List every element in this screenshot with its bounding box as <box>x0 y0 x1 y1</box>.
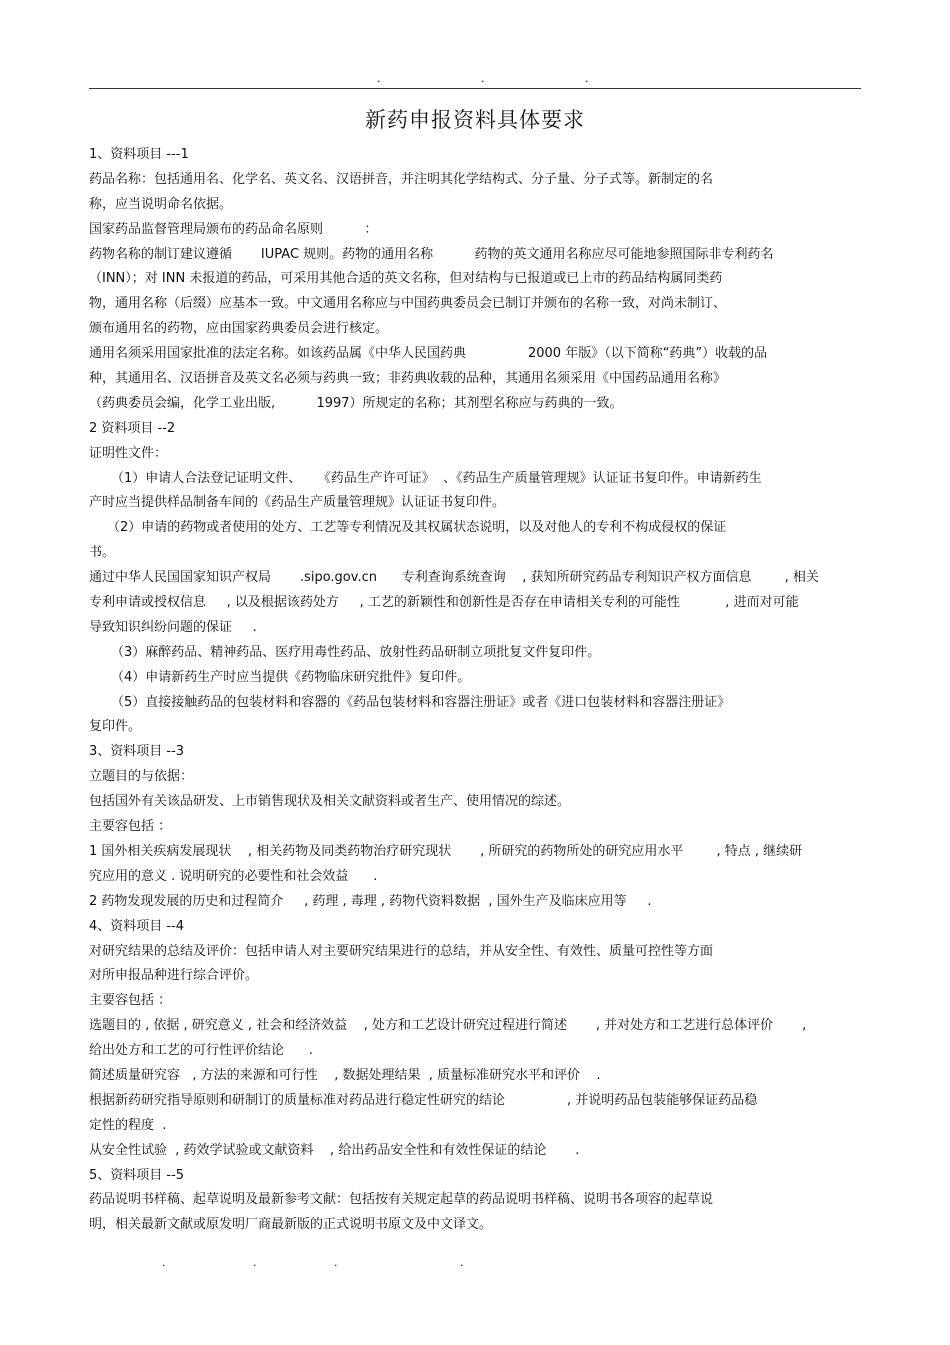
paragraph-line: 通用名须采用国家批准的法定名称。如该药品属《中华人民国药典 2000 年版》（以下简称“药典”）收载的品 <box>89 346 768 362</box>
section-heading: 4、资料项目 --4 <box>89 918 185 934</box>
paragraph-line: 药品名称：包括通用名、化学名、英文名、汉语拼音，并注明其化学结构式、分子量、分子式等。新制定的名 <box>89 171 714 187</box>
footer-dots <box>0 1258 950 1268</box>
paragraph-line: 导致知识纠纷问题的保证 . <box>89 619 257 635</box>
section-heading: 1、资料项目 ---1 <box>89 147 189 162</box>
list-item: （5）直接接触药品的包装材料和容器的《药品包装材料和容器注册证》或者《进口包装材料和容器注册证》 <box>111 694 731 710</box>
list-item: （2）申请的药物或者使用的处方、工艺等专利情况及其权属状态说明，以及对他人的专利不构成侵权的保证 <box>107 520 727 536</box>
paragraph-line: 药品说明书样稿、起草说明及最新参考文献：包括按有关规定起草的药品说明书样稿、说明书各项容的起草说 <box>89 1192 714 1208</box>
section-heading: 5、资料项目 --5 <box>89 1167 185 1183</box>
footer-dot: . <box>334 1256 338 1269</box>
document-body <box>89 143 864 1238</box>
header-dot: . <box>585 72 589 85</box>
paragraph-line: 主要容包括 ： <box>89 819 172 835</box>
paragraph-line: 从安全性试验 , 药效学试验或文献资料 , 给出药品安全性和有效性保证的结论 . <box>89 1142 580 1158</box>
paragraph-line: 颁布通用名的药物，应由国家药典委员会进行核定。 <box>89 321 389 337</box>
paragraph-line: 主要容包括 ： <box>89 993 172 1009</box>
list-item: （4）申请新药生产时应当提供《药物临床研究批件》复印件。 <box>111 669 471 685</box>
paragraph-line: 专利申请或授权信息 , 以及根据该药处方 , 工艺的新颖性和创新性是否存在申请相关专利的可能性 , 进而对可能 <box>89 595 799 611</box>
header-dots <box>0 74 950 84</box>
paragraph-line: （药典委员会编，化学工业出版, 1997）所规定的名称；其剂型名称应与药典的一致。 <box>89 395 623 411</box>
header-rule <box>89 88 861 89</box>
paragraph-line: 通过中华人民国国家知识产权局 .sipo.gov.cn 专利查询系统查询 , 获知所研究药品专利知识产权方面信息 , 相关 <box>89 570 819 586</box>
paragraph-line: 物，通用名称（后缀）应基本一致。中文通用名称应与中国药典委员会已制订并颁布的名称一致，对尚未制订、 <box>89 296 727 312</box>
paragraph-line: 明，相关最新文献或原发明厂商最新版的正式说明书原文及中文译文。 <box>89 1217 493 1233</box>
paragraph-line: 1 国外相关疾病发展现状 , 相关药物及同类药物治疗研究现状 , 所研究的药物所处的研究应用水平 , 特点 , 继续研 <box>89 843 803 859</box>
paragraph-line: 复印件。 <box>89 719 142 735</box>
paragraph-line: 种，其通用名、汉语拼音及英文名必须与药典一致；非药典收载的品种，其通用名须采用《中国药品通用名称》 <box>89 371 727 387</box>
paragraph-line: （INN）；对 INN 未报道的药品，可采用其他合适的英文名称，但对结构与已报道或已上市的药品结构属同类药 <box>89 271 723 287</box>
paragraph-line: 简述质量研究容 , 方法的来源和可行性 , 数据处理结果 , 质量标准研究水平和评价 . <box>89 1067 601 1083</box>
header-dot: . <box>377 72 381 85</box>
footer-dot: . <box>460 1256 464 1269</box>
paragraph-line: 产时应当提供样品制备车间的《药品生产质量管理规》认证证书复印件。 <box>89 495 506 511</box>
paragraph-line: 对研究结果的总结及评价：包括申请人对主要研究结果进行的总结，并从安全性、有效性、质量可控性等方面 <box>89 943 714 959</box>
paragraph-line: 证明性文件： <box>89 445 168 461</box>
paragraph-line: 立题目的与依据： <box>89 769 194 785</box>
paragraph-line: 根据新药研究指导原则和研制订的质量标准对药品进行稳定性研究的结论 , 并说明药品包装能够保证药品稳 <box>89 1092 758 1108</box>
paragraph-line: 国家药品监督管理局颁布的药品命名原则 ： <box>89 221 378 237</box>
paragraph-line: 定性的程度 . <box>89 1117 167 1133</box>
paragraph-line: 称，应当说明命名依据。 <box>89 196 233 212</box>
paragraph-line: 究应用的意义 . 说明研究的必要性和社会效益 . <box>89 868 378 884</box>
paragraph-line: 对所申报品种进行综合评价。 <box>89 968 259 984</box>
header-dot: . <box>481 72 485 85</box>
paragraph-line: 选题目的 , 依据 , 研究意义 , 社会和经济效益 , 处方和工艺设计研究过程进行简述 , 并对处方和工艺进行总体评价 , <box>89 1018 807 1034</box>
section-heading: 3、资料项目 --3 <box>89 744 185 760</box>
list-item: （1）申请人合法登记证明文件、 《药品生产许可证》 、《药品生产质量管理规》认证证书复印件。申请新药生 <box>111 470 762 486</box>
list-item: （3）麻醉药品、精神药品、医疗用毒性药品、放射性药品研制立项批复文件复印件。 <box>111 644 601 660</box>
footer-dot: . <box>162 1256 166 1269</box>
section-heading: 2 资料项目 --2 <box>89 420 176 436</box>
footer-dot: . <box>253 1256 257 1269</box>
paragraph-line: 书。 <box>89 545 116 561</box>
paragraph-line: 药物名称的制订建议遵循 IUPAC 规则。药物的通用名称 药物的英文通用名称应尽可能地参照国际非专利药名 <box>89 246 774 262</box>
page-title: 新药申报资料具体要求 <box>365 108 585 132</box>
paragraph-line: 2 药物发现发展的历史和过程简介 , 药理 , 毒理 , 药物代资料数据 , 国外生产及临床应用等 . <box>89 893 652 909</box>
paragraph-line: 包括国外有关该品研发、上市销售现状及相关文献资料或者生产、使用情况的综述。 <box>89 794 571 810</box>
paragraph-line: 给出处方和工艺的可行性评价结论 . <box>89 1043 313 1059</box>
